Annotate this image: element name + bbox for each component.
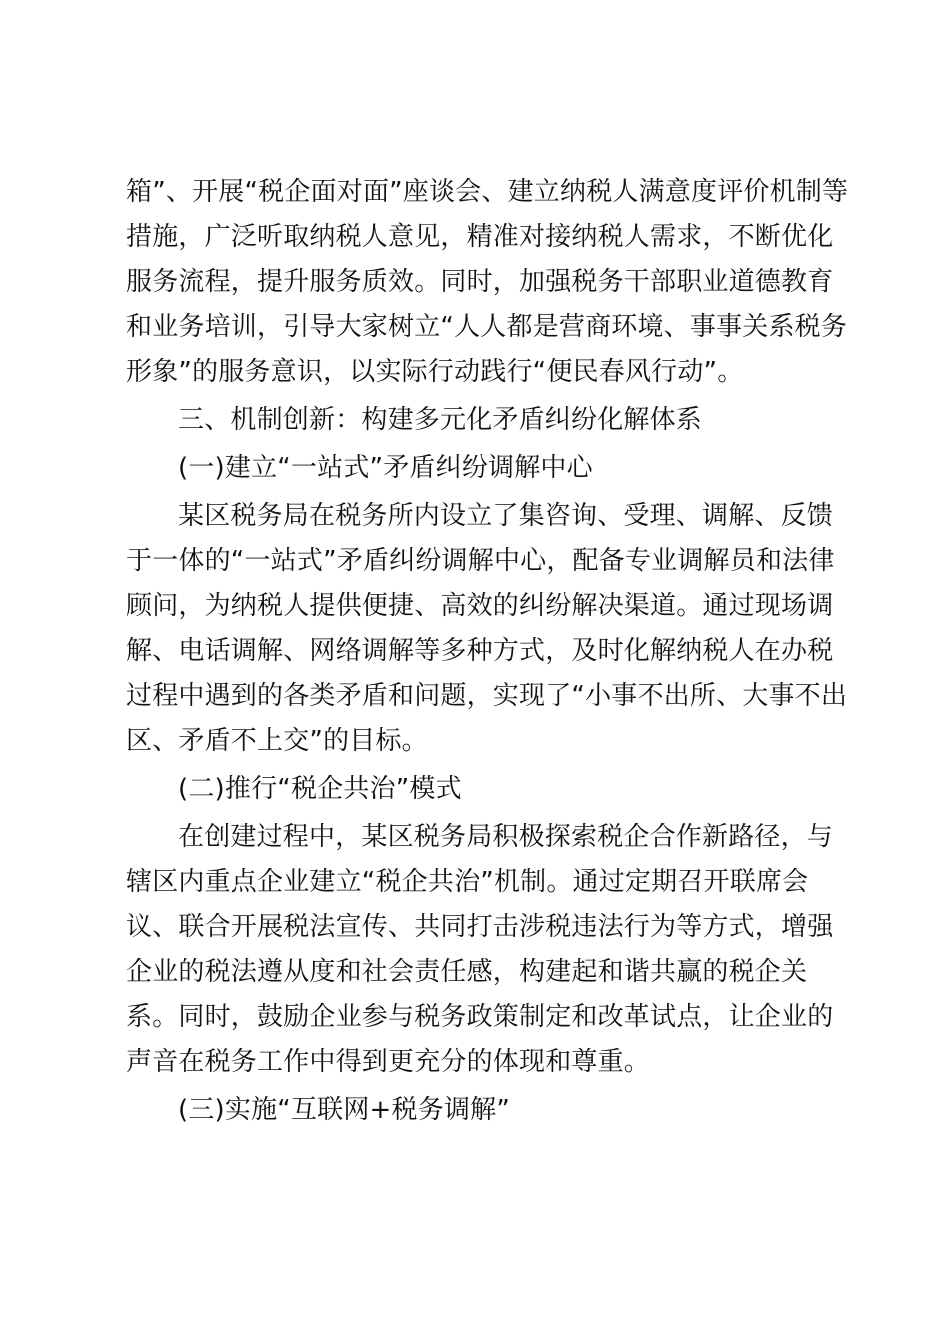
paragraph-line: 服务流程，提升服务质效。同时，加强税务干部职业道德教育	[126, 267, 834, 297]
paragraph-line: 某区税务局在税务所内设立了集咨询、受理、调解、反馈	[178, 501, 834, 531]
paragraph-line: 过程中遇到的各类矛盾和问题，实现了“小事不出所、大事不出	[126, 681, 848, 711]
paragraph-line: 和业务培训，引导大家树立“人人都是营商环境、事事关系税务	[126, 312, 848, 342]
paragraph-line: 区、矛盾不上交”的目标。	[126, 726, 428, 756]
paragraph-line: 在创建过程中，某区税务局积极探索税企合作新路径，与	[178, 822, 834, 852]
subsection-heading: (三)实施“互联网+税务调解”	[178, 1095, 511, 1125]
section-heading: 三、机制创新：构建多元化矛盾纠纷化解体系	[178, 405, 703, 435]
paragraph-line: 箱”、开展“税企面对面”座谈会、建立纳税人满意度评价机制等	[126, 177, 849, 207]
paragraph-line: 形象”的服务意识，以实际行动践行“便民春风行动”。	[126, 357, 744, 387]
paragraph-line: 辖区内重点企业建立“税企共治”机制。通过定期召开联席会	[126, 867, 809, 897]
paragraph-line: 措施，广泛听取纳税人意见，精准对接纳税人需求，不断优化	[126, 222, 834, 252]
document-body	[126, 170, 849, 1133]
paragraph-line: 顾问，为纳税人提供便捷、高效的纠纷解决渠道。通过现场调	[126, 591, 834, 621]
subsection-heading: (一)建立“一站式”矛盾纠纷调解中心	[178, 453, 593, 483]
paragraph-line: 系。同时，鼓励企业参与税务政策制定和改革试点，让企业的	[126, 1002, 834, 1032]
paragraph-line: 议、联合开展税法宣传、共同打击涉税违法行为等方式，增强	[126, 912, 834, 942]
paragraph-line: 于一体的“一站式”矛盾纠纷调解中心，配备专业调解员和法律	[126, 546, 835, 576]
paragraph-line: 解、电话调解、网络调解等多种方式，及时化解纳税人在办税	[126, 636, 834, 666]
subsection-heading: (二)推行“税企共治”模式	[178, 774, 462, 804]
paragraph-line: 声音在税务工作中得到更充分的体现和尊重。	[126, 1047, 651, 1077]
paragraph-line: 企业的税法遵从度和社会责任感，构建起和谐共赢的税企关	[126, 957, 808, 987]
